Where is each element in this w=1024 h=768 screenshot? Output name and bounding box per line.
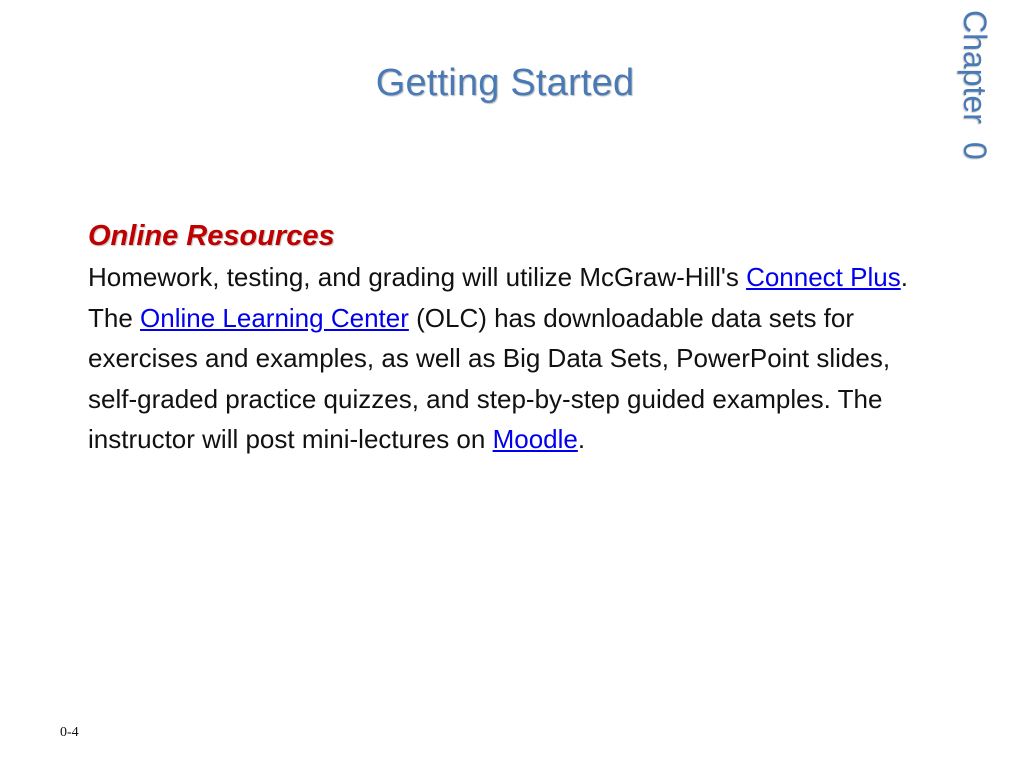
- slide-content: [88, 215, 918, 460]
- slide-title: Getting Started: [375, 62, 635, 104]
- connect-plus-link[interactable]: Connect Plus: [746, 262, 901, 292]
- body-text-1: Homework, testing, and grading will utilize McGraw-Hill's: [88, 262, 747, 292]
- body-text-2: . The: [88, 262, 908, 333]
- page-number: 0-4: [60, 725, 79, 740]
- chapter-label: [956, 10, 993, 160]
- chapter-number: 0: [957, 141, 993, 160]
- chapter-word: Chapter: [957, 10, 993, 124]
- moodle-link[interactable]: Moodle: [492, 424, 578, 454]
- body-text-3: (OLC) has downloadable data sets for exercises and examples, as well as Big Data Sets, PowerPoint slides, self-graded practice quizzes, and step-by-step guided examples. The instructor will post mini-lectures on: [88, 302, 891, 454]
- body-text-4: .: [577, 424, 586, 454]
- body-paragraph: [88, 257, 918, 460]
- online-learning-center-link[interactable]: Online Learning Center: [140, 302, 409, 333]
- section-heading: Online Resources: [88, 220, 335, 252]
